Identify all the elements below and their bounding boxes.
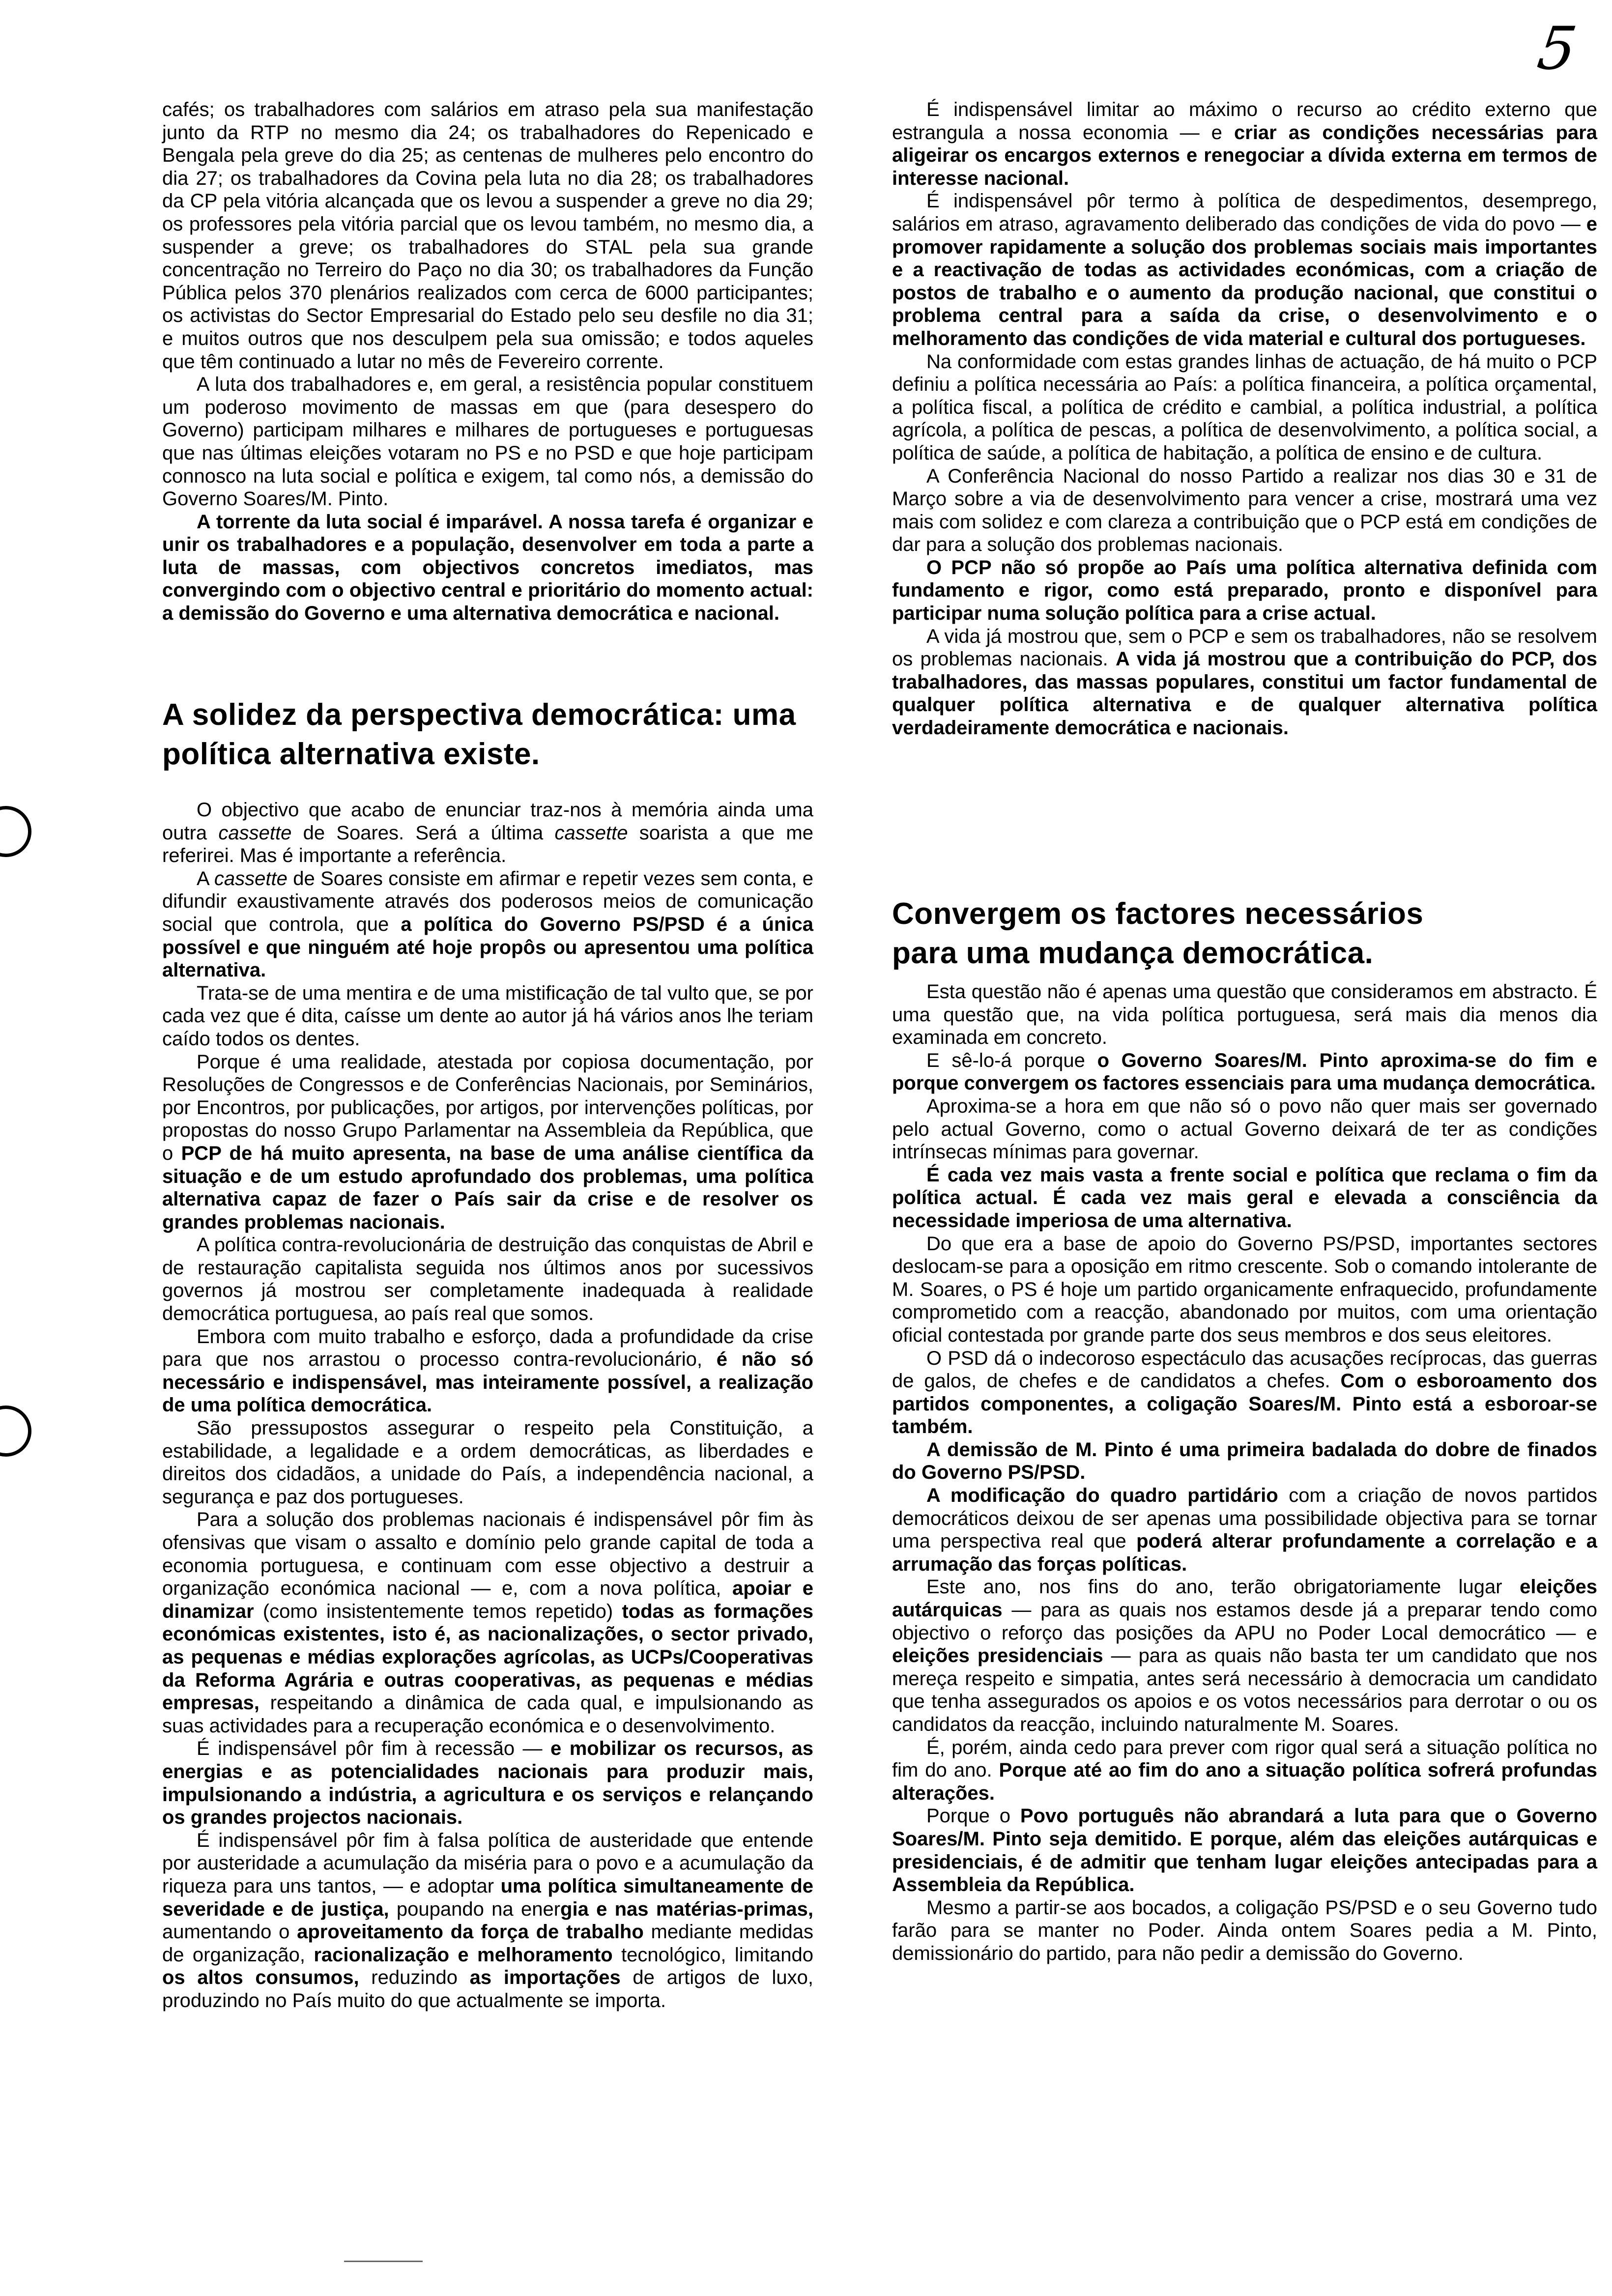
- text: com a criação de novos partidos democráticos deixou de ser apenas uma possibilidade objectiva para se tornar uma perspectiva real que: [892, 1485, 1598, 1552]
- bold-text: A modificação do quadro partidário: [926, 1485, 1278, 1507]
- bold-text: poderá alterar profundamente a correlação e a arrumação das forças políticas.: [892, 1530, 1597, 1575]
- scan-noise: [344, 2261, 423, 2262]
- bold-text: e promover rapidamente a solução dos problemas sociais mais importantes e a reactivação de todas as actividades económicas, com a criação de postos de trabalho e o aumento da produção nacional, que constitui o problema central para a saída da crise, o desenvolvimento e o melhoramento das condições de vida material e cultural dos portugueses.: [892, 213, 1597, 349]
- text: Mesmo a partir-se aos bocados, a coligação PS/PSD e o seu Governo tudo farão para se manter no Poder. Ainda ontem Soares pedia a M. Pinto, demissionário do partido, para não pedir a demissão do Governo.: [892, 1896, 1597, 1964]
- bold-text: PCP de há muito apresenta, na base de uma análise científica da situação e de um estudo aprofundado dos problemas, uma política alternativa capaz de fazer o País sair da crise e de resolver os grandes problemas nacionais.: [162, 1142, 814, 1233]
- text: E sê-lo-á porque: [926, 1049, 1097, 1071]
- paragraph: [892, 350, 1597, 465]
- paragraph: [892, 1576, 1597, 1736]
- bold-text: apoiar e dinamizar: [162, 1578, 813, 1622]
- bold-text: Porque até ao fim do ano a situação política sofrerá profundas alterações.: [892, 1759, 1597, 1804]
- paragraph: [892, 1095, 1597, 1164]
- right-column-body: [892, 980, 1597, 1965]
- paragraph: [892, 190, 1597, 350]
- paragraph: [892, 556, 1597, 625]
- italic-text: cassette: [218, 822, 292, 844]
- bold-text: aproveitamento da força de trabalho: [297, 1921, 644, 1943]
- text: A vida já mostrou que, sem o PCP e sem os trabalhadores, não se resolvem os problemas nacionais.: [892, 625, 1597, 670]
- paragraph: [892, 98, 1597, 190]
- bold-text: as importações: [469, 1967, 621, 1989]
- text: reduzindo: [359, 1967, 470, 1989]
- paragraph: [162, 799, 813, 867]
- text: A política contra-revolucionária de destruição das conquistas de Abril e de restauração capitalista seguida nos últimos anos por sucessivos governos já mostrou ser completamente inadequada à realidade democrática portuguesa, ao país real que somos.: [162, 1234, 813, 1325]
- bold-text: gia e nas matérias-primas,: [560, 1898, 813, 1920]
- right-column-intro: [892, 98, 1597, 740]
- bold-text: racionalização e melhoramento: [314, 1944, 613, 1966]
- bold-text: É cada vez mais vasta a frente social e política que reclama o fim da política actual. É cada vez mais geral e elevada a consciência da necessidade imperiosa de uma alternativa.: [892, 1164, 1597, 1232]
- text: É, porém, ainda cedo para prever com rigor qual será a situação política no fim do ano.: [892, 1736, 1597, 1781]
- text: Trata-se de uma mentira e de uma mistificação de tal vulto que, se por cada vez que é dita, caísse um dente ao autor já há vários anos lhe teriam caído todos os dentes.: [162, 982, 813, 1050]
- left-column-body: [162, 799, 813, 2012]
- paragraph: [892, 980, 1597, 1049]
- bold-text: eleições presidenciais: [892, 1645, 1103, 1667]
- bold-text: uma política simultaneamente de severidade e de justiça,: [162, 1875, 813, 1920]
- paragraph: [892, 1049, 1597, 1095]
- paragraph: [162, 1508, 813, 1737]
- text: A: [197, 867, 214, 890]
- text: É indispensável pôr fim à falsa política de austeridade que entende por austeridade a acumulação da miséria para o povo e a acumulação da riqueza para uns tantos, — e adoptar: [162, 1829, 813, 1897]
- text: Do que era a base de apoio do Governo PS/PSD, importantes sectores deslocam-se para a oposição em ritmo crescente. Sob o comando intolerante de M. Soares, o PS é hoje um partido organicamente enfraquecido, profundamente comprometido com a reacção, abandonado por muitos, com uma orientação oficial contestada por grande parte dos seus membros e dos seus eleitores.: [892, 1233, 1597, 1346]
- paragraph: [892, 1736, 1597, 1805]
- text: Na conformidade com estas grandes linhas de actuação, de há muito o PCP definiu a política necessária ao País: a política financeira, a política orçamental, a política fiscal, a política de crédito e cambial, a política industrial, a política agrícola, a política de pescas, a política de desenvolvimento, a política social, a política de saúde, a política de habitação, a política de ensino e de cultura.: [892, 350, 1597, 464]
- paragraph: [162, 511, 813, 625]
- text: cafés; os trabalhadores com salários em atraso pela sua manifestação junto da RTP no mesmo dia 24; os trabalhadores do Repenicado e Bengala pela greve do dia 25; as centenas de mulheres pelo encontro do dia 27; os trabalhadores da Covina pela luta no dia 28; os trabalhadores da CP pela vitória alcançada que os levou a suspender a greve no dia 29; os professores pela vitória parcial que os levou também, no mesmo dia, a suspender a greve; os trabalhadores do STAL pela sua grande concentração no Terreiro do Paço no dia 30; os trabalhadores da Função Pública pelos 370 plenários realizados com cerca de 6000 participantes; os activistas do Sector Empresarial do Estado pelo seu desfile no dia 31; e muitos outros que nos desculpem pela sua omissão; e todos aqueles que têm continuado a lutar no mês de Fevereiro corrente.: [162, 99, 813, 373]
- paragraph: [162, 867, 813, 982]
- text: É indispensável limitar ao máximo o recurso ao crédito externo que estrangula a nossa economia — e: [892, 99, 1597, 144]
- section-heading-convergem: Convergem os factores necessários para uma mudança democrática.: [892, 897, 1424, 970]
- left-column-intro: [162, 98, 813, 625]
- paragraph: [162, 98, 813, 373]
- text: poupando na ener: [389, 1898, 561, 1920]
- paragraph: [162, 373, 813, 511]
- bold-text: A torrente da luta social é imparável. A nossa tarefa é organizar e unir os trabalhadores e a população, desenvolver em toda a parte a luta de massas, com objectivos concretos imediatos, mas convergindo com o objectivo central e prioritário do momento actual: a demissão do Governo e uma alternativa democrática e nacional.: [162, 511, 813, 625]
- paragraph: [892, 1164, 1597, 1233]
- text: É indispensável pôr fim à recessão —: [197, 1738, 551, 1760]
- bold-text: eleições autárquicas: [892, 1576, 1597, 1621]
- text: mediante medidas de organização,: [162, 1921, 813, 1966]
- text: aumentando o: [162, 1921, 297, 1943]
- paragraph: [162, 1051, 813, 1234]
- text: Embora com muito trabalho e esforço, dada a profundidade da crise para que nos arrastou o processo contra-revolucionário,: [162, 1325, 813, 1371]
- text: tecnológico, limitando: [612, 1944, 813, 1966]
- paragraph: [162, 1829, 813, 2012]
- text: — para as quais nos estamos desde já a preparar tendo como objectivo o reforço das posições da APU no Poder Local democrático — e: [892, 1599, 1597, 1644]
- text: A luta dos trabalhadores e, em geral, a resistência popular constituem um poderoso movimento de massas em que (para desespero do Governo) participam milhares e milhares de portugueses e portuguesas que nas últimas eleições votaram no PS e no PSD e que hoje participam connosco na luta social e política e exigem, tal como nós, a demissão do Governo Soares/M. Pinto.: [162, 373, 813, 510]
- text: Esta questão não é apenas uma questão que consideramos em abstracto. É uma questão que, na vida política portuguesa, será mais dia menos dia examinada em concreto.: [892, 981, 1597, 1049]
- bold-text: Com o esboroamento dos partidos componentes, a coligação Soares/M. Pinto está a esboroar-se também.: [892, 1370, 1597, 1438]
- paragraph: [162, 982, 813, 1051]
- paragraph: [162, 1325, 813, 1417]
- text: de Soares. Será a última: [291, 822, 555, 844]
- text: É indispensável pôr termo à política de despedimentos, desemprego, salários em atraso, agravamento deliberado das condições de vida do povo —: [892, 190, 1597, 235]
- bold-text: A demissão de M. Pinto é uma primeira badalada do dobre de finados do Governo PS/PSD.: [892, 1438, 1597, 1484]
- text: A Conferência Nacional do nosso Partido a realizar nos dias 30 e 31 de Março sobre a via de desenvolvimento para vencer a crise, mostrará uma vez mais com solidez e com clareza a contribuição que o PCP está em condições de dar para a solução dos problemas nacionais.: [892, 465, 1597, 556]
- text: de Soares consiste em afirmar e repetir vezes sem conta, e difundir exaustivamente através dos poderosos meios de comunicação social que controla, que: [162, 867, 813, 935]
- punch-hole-mark: [0, 1406, 31, 1457]
- paragraph: [892, 1347, 1597, 1438]
- text: O PSD dá o indecoroso espectáculo das acusações recíprocas, das guerras de galos, de chefes e de candidatos a chefes.: [892, 1347, 1597, 1392]
- paragraph: [162, 1737, 813, 1829]
- bold-text: os altos consumos,: [162, 1967, 359, 1989]
- bold-text: todas as formações económicas existentes, isto é, as nacionalizações, o sector privado, as pequenas e médias explorações agrícolas, as UCPs/Cooperativas da Reforma Agrária e outras cooperativas, as pequenas e médias empresas,: [162, 1600, 814, 1714]
- bold-text: criar as condições necessárias para aligeirar os encargos externos e renegociar a dívida externa em termos de interesse nacional.: [892, 121, 1597, 189]
- text: Porque o: [926, 1805, 1020, 1827]
- paragraph: [162, 1234, 813, 1325]
- text: Aproxima-se a hora em que não só o povo não quer mais ser governado pelo actual Governo, como o actual Governo deixará de ter as condições intrínsecas mínimas para governar.: [892, 1095, 1597, 1163]
- text: O objectivo que acabo de enunciar traz-nos à memória ainda uma outra: [162, 799, 813, 844]
- italic-text: cassette: [214, 867, 288, 890]
- section-heading-solidez: A solidez da perspectiva democrática: uma política alternativa existe.: [162, 698, 796, 771]
- bold-text: é não só necessário e indispensável, mas inteiramente possível, a realização de uma política democrática.: [162, 1349, 814, 1416]
- paragraph: [892, 1805, 1597, 1896]
- paragraph: [892, 625, 1597, 740]
- bold-text: O PCP não só propõe ao País uma política alternativa definida com fundamento e rigor, como está preparado, pronto e disponível para participar numa solução política para a crise actual.: [892, 556, 1597, 625]
- page-number: 5: [1533, 15, 1581, 83]
- paragraph: [162, 1417, 813, 1508]
- paragraph: [892, 1484, 1597, 1576]
- text: São pressupostos assegurar o respeito pela Constituição, a estabilidade, a legalidade e a ordem democráticas, as liberdades e direitos dos cidadãos, a unidade do País, a independência nacional, a segurança e paz dos portugueses.: [162, 1417, 813, 1508]
- text: respeitando a dinâmica de cada qual, e impulsionando as suas actividades para a recuperação económica e o desenvolvimento.: [162, 1692, 813, 1737]
- text: (como insistentemente temos repetido): [254, 1600, 622, 1622]
- bold-text: e mobilizar os recursos, as energias e as potencialidades nacionais para produzir mais, impulsionando a indústria, a agricultura e os serviços e relançando os grandes projectos nacionais.: [162, 1738, 813, 1829]
- bold-text: A vida já mostrou que a contribuição do PCP, dos trabalhadores, das massas populares, constitui um factor fundamental de qualquer política alternativa e de qualquer alternativa política verdadeiramente democrática e nacionais.: [892, 648, 1597, 739]
- paragraph: [892, 1233, 1597, 1347]
- text: — para as quais não basta ter um candidato que nos mereça respeito e simpatia, antes será necessário à democracia um candidato que tenha assegurados os apoios e os votos necessários para derrotar o ou os candidatos da reacção, incluindo naturalmente M. Soares.: [892, 1645, 1598, 1735]
- paragraph: [892, 1896, 1597, 1965]
- bold-text: Povo português não abrandará a luta para que o Governo Soares/M. Pinto seja demitido. E porque, além das eleições autárquicas e presidenciais, é de admitir que tenham lugar eleições antecipadas para a Assembleia da República.: [892, 1805, 1597, 1896]
- punch-hole-mark: [0, 806, 31, 857]
- bold-text: a política do Governo PS/PSD é a única possível e que ninguém até hoje propôs ou apresentou uma política alternativa.: [162, 913, 813, 981]
- text: Para a solução dos problemas nacionais é indispensável pôr fim às ofensivas que visam o assalto e domínio pelo grande capital de toda a economia portuguesa, e continuam com esse objectivo a destruir a organização económica nacional — e, com a nova política,: [162, 1509, 813, 1600]
- text: soarista a que me referirei. Mas é importante a referência.: [162, 822, 813, 867]
- text: de artigos de luxo, produzindo no País muito do que actualmente se importa.: [162, 1967, 813, 2011]
- text: Porque é uma realidade, atestada por copiosa documentação, por Resoluções de Congressos e de Conferências Nacionais, por Seminários, por Encontros, por publicações, por artigos, por intervenções políticas, por propostas do nosso Grupo Parlamentar na Assembleia da República, que o: [162, 1051, 813, 1164]
- paragraph: [892, 465, 1597, 556]
- italic-text: cassette: [554, 822, 628, 844]
- paragraph: [892, 1438, 1597, 1484]
- bold-text: o Governo Soares/M. Pinto aproxima-se do fim e porque convergem os factores essenciais para uma mudança democrática.: [892, 1049, 1597, 1094]
- text: Este ano, nos fins do ano, terão obrigatoriamente lugar: [926, 1576, 1520, 1598]
